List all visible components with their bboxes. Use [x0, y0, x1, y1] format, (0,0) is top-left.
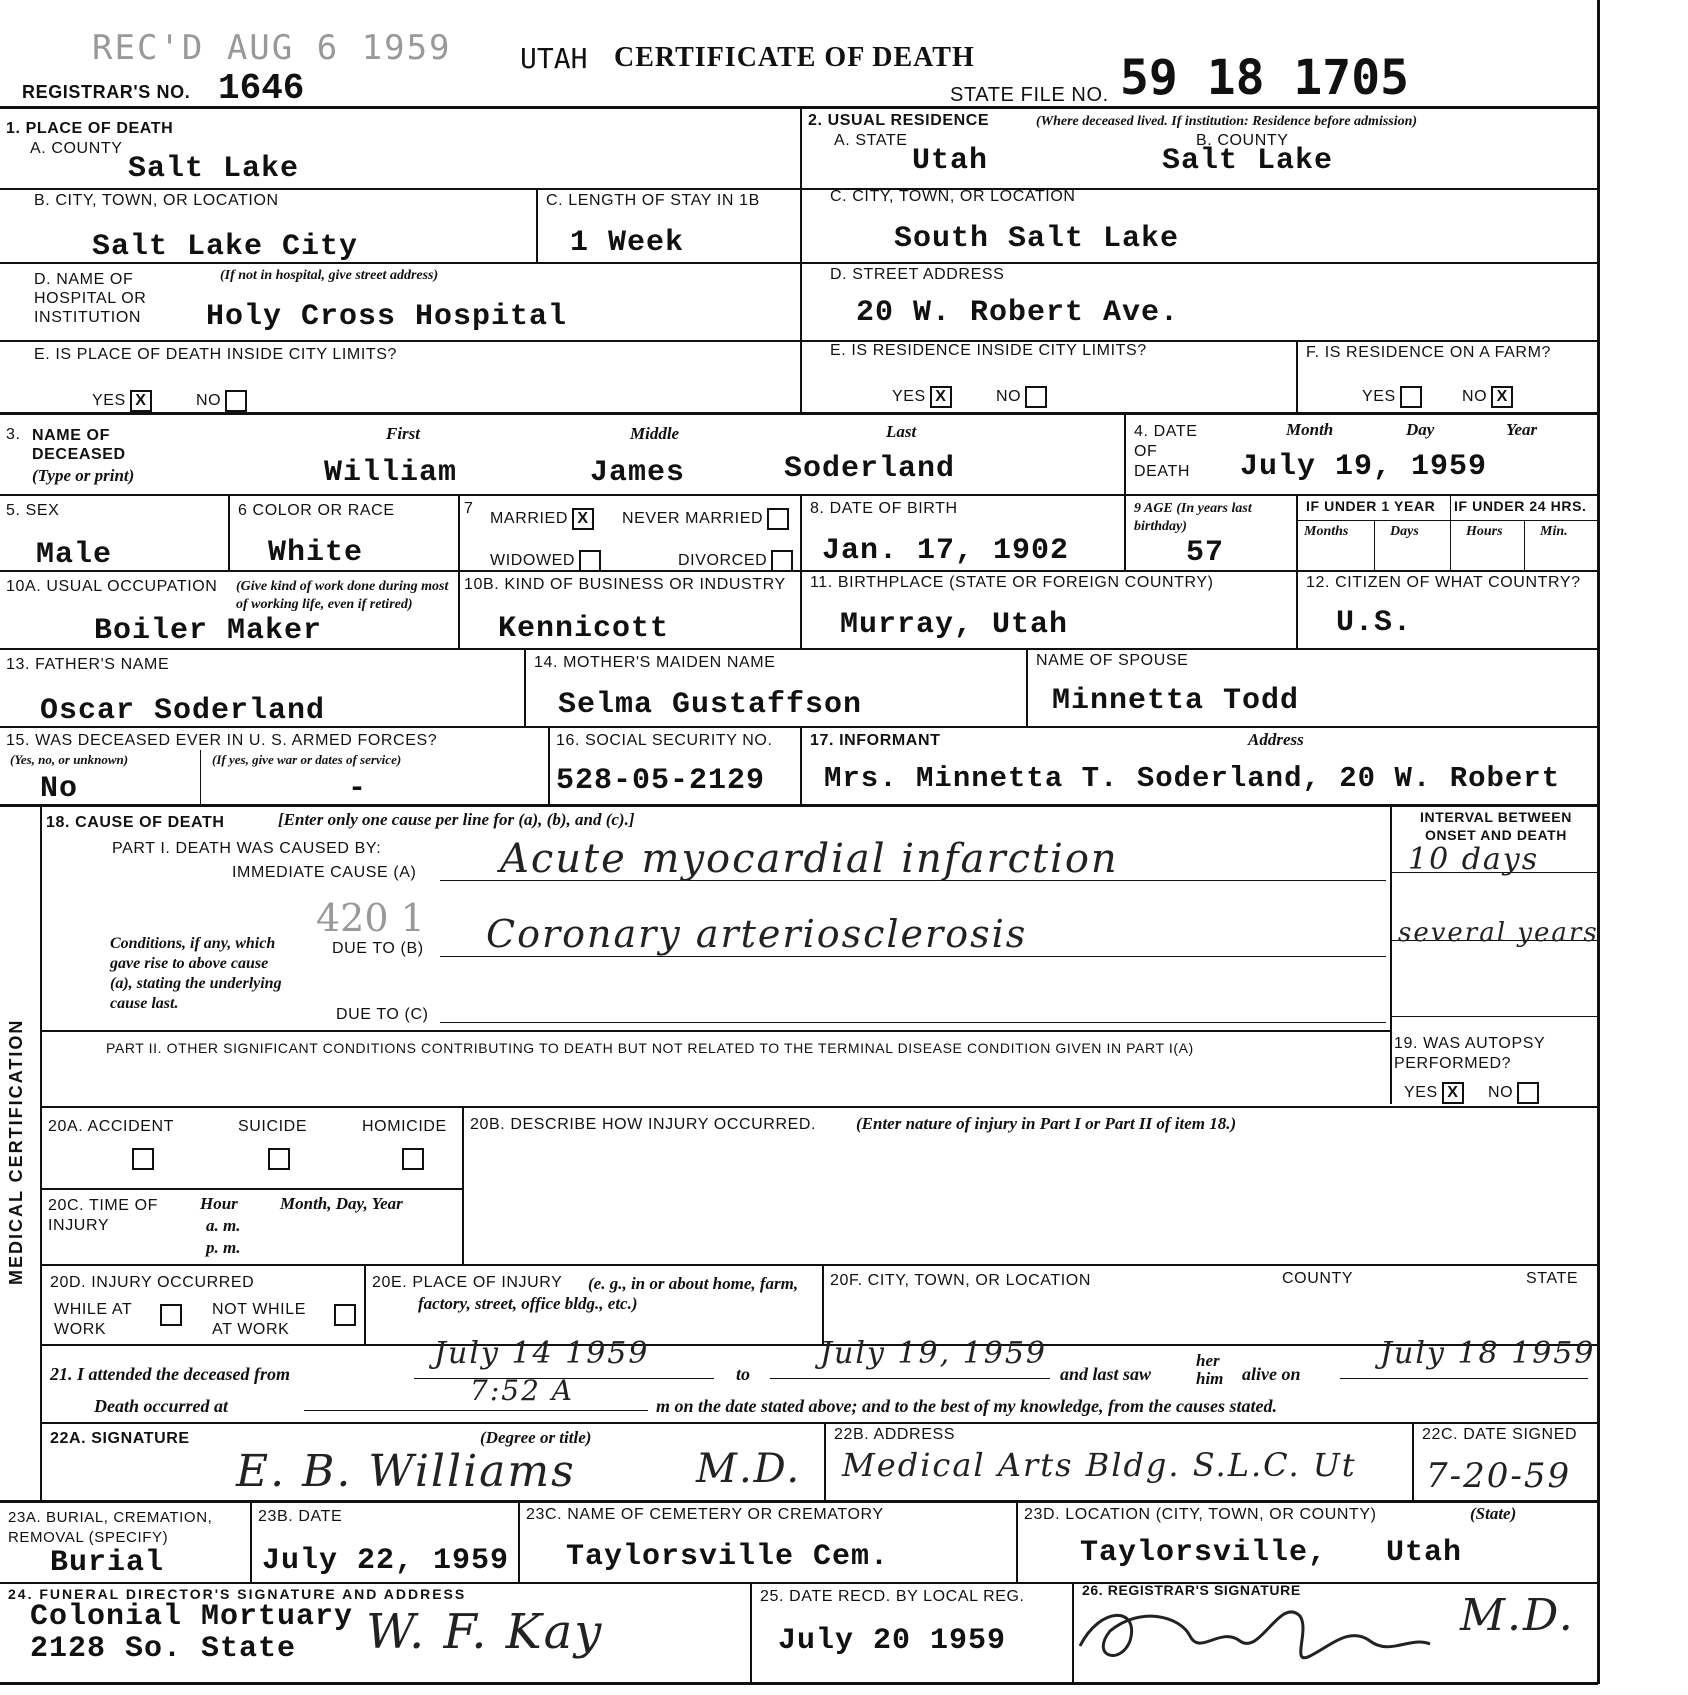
homicide-box-wrap [398, 1148, 424, 1170]
citizen-label: 12. CITIZEN OF WHAT COUNTRY? [1306, 574, 1581, 591]
due-to-b: Coronary arteriosclerosis [486, 912, 1028, 956]
county-label: A. COUNTY [30, 140, 123, 157]
autopsy-yes-checkbox[interactable]: X [1442, 1082, 1464, 1104]
conditions-note: Conditions, if any, which gave rise to above cause (a), stating the underlying cause last. [110, 935, 282, 1012]
while-work-label: WHILE AT WORK [54, 1301, 133, 1338]
month-label: Month [1286, 420, 1334, 439]
citizen: U.S. [1336, 606, 1413, 640]
registrar-sig-label: 26. REGISTRAR'S SIGNATURE [1082, 1582, 1301, 1598]
rule [518, 1500, 520, 1582]
immediate-label: IMMEDIATE CAUSE (A) [232, 864, 417, 881]
rule [0, 412, 1598, 415]
farm-no-checkbox[interactable]: X [1491, 386, 1513, 408]
registrar-signature-degree: M.D. [1460, 1590, 1575, 1641]
while-work-box-wrap [156, 1304, 182, 1326]
attended-label: 21. I attended the deceased from [50, 1364, 290, 1384]
street-label: D. STREET ADDRESS [830, 266, 1005, 283]
attended-to-line [770, 1378, 1050, 1379]
rule [1296, 494, 1298, 648]
injury-state-label: STATE [1526, 1270, 1579, 1287]
rule [1390, 1016, 1598, 1017]
mother-name: Selma Gustaffson [558, 688, 863, 722]
race: White [268, 536, 364, 570]
physician-degree: M.D. [696, 1446, 802, 1492]
marital-num: 7 [464, 500, 474, 517]
rule [1016, 1500, 1018, 1582]
married-label: MARRIED X [490, 508, 594, 530]
location-state-label: (State) [1470, 1504, 1517, 1523]
recd-date: July 20 1959 [778, 1624, 1007, 1658]
farm-yes-checkbox[interactable] [1400, 386, 1422, 408]
autopsy-no-label: NO [1488, 1082, 1539, 1104]
age-label: 9 AGE (In years last birthday) [1134, 501, 1252, 534]
medical-certification-label: MEDICAL CERTIFICATION [6, 1018, 26, 1285]
cemetery-label: 23C. NAME OF CEMETERY OR CREMATORY [526, 1506, 884, 1523]
rule [800, 494, 802, 648]
occupation-label: 10A. USUAL OCCUPATION [6, 578, 218, 595]
occupation-note: (Give kind of work done during most of working life, even if retired) [236, 579, 449, 612]
burial-date: July 22, 1959 [262, 1544, 510, 1578]
occurred-at-label: Death occurred at [94, 1396, 228, 1416]
place-of-death-label: 1. PLACE OF DEATH [6, 120, 174, 137]
cause-c-line [440, 1022, 1386, 1023]
stay-label: C. LENGTH OF STAY IN 1B [546, 192, 760, 209]
rule [228, 494, 230, 570]
cause-label: 18. CAUSE OF DEATH [46, 814, 225, 831]
occupation: Boiler Maker [94, 614, 323, 648]
last-saw-label: and last saw [1060, 1364, 1152, 1384]
armed-note-2: (If yes, give war or dates of service) [212, 752, 402, 767]
res-limits-no-label: NO [996, 386, 1047, 408]
spouse-label: NAME OF SPOUSE [1036, 652, 1189, 669]
pm-label: p. m. [206, 1238, 241, 1257]
while-work-checkbox[interactable] [160, 1304, 182, 1326]
am-label: a. m. [206, 1216, 241, 1235]
spouse-name: Minnetta Todd [1052, 684, 1300, 718]
rule [1296, 340, 1298, 412]
physician-address: Medical Arts Bldg. S.L.C. Ut [842, 1446, 1357, 1484]
suicide-box-wrap [264, 1148, 290, 1170]
rule [1597, 0, 1600, 1684]
farm-label: F. IS RESIDENCE ON A FARM? [1306, 344, 1551, 361]
occurred-at: 7:52 A [470, 1374, 574, 1407]
not-while-work-box-wrap [330, 1304, 356, 1326]
dob-label: 8. DATE OF BIRTH [810, 500, 958, 517]
received-stamp: REC'D AUG 6 1959 [92, 28, 452, 68]
father-name: Oscar Soderland [40, 694, 326, 728]
funeral-address: 2128 So. State [30, 1632, 297, 1666]
autopsy-label: 19. WAS AUTOPSY PERFORMED? [1394, 1035, 1545, 1072]
divorced-label: DIVORCED [678, 550, 793, 572]
name-num: 3. [6, 426, 21, 443]
cemetery: Taylorsville Cem. [566, 1540, 890, 1574]
physician-signature: E. B. Williams [236, 1446, 576, 1497]
rule [462, 1106, 464, 1264]
farm-yes-label: YES [1362, 386, 1422, 408]
rule [0, 648, 1598, 650]
rule [40, 1422, 1598, 1424]
first-name: William [324, 456, 458, 490]
year-label: Year [1506, 420, 1538, 439]
rule [824, 1422, 826, 1500]
hospital-note: (If not in hospital, give street address) [220, 268, 439, 283]
street-address: 20 W. Robert Ave. [856, 296, 1180, 330]
rule [40, 1188, 462, 1190]
rule [200, 750, 201, 804]
suicide-label: SUICIDE [238, 1118, 308, 1135]
armed-dates: - [348, 772, 368, 806]
funeral-name: Colonial Mortuary [30, 1600, 354, 1634]
mdy-label: Month, Day, Year [280, 1194, 403, 1213]
interval-b: several years [1398, 918, 1599, 948]
attended-from: July 14 1959 [434, 1336, 650, 1371]
injury-city-label: 20F. CITY, TOWN, OR LOCATION [830, 1272, 1091, 1289]
rule [822, 1264, 824, 1344]
not-while-work-label: NOT WHILE AT WORK [212, 1301, 307, 1338]
state-file-label: STATE FILE NO. [950, 84, 1109, 106]
recd-label: 25. DATE RECD. BY LOCAL REG. [760, 1588, 1025, 1605]
rule [750, 1582, 752, 1682]
disease-code: 420 1 [316, 896, 425, 940]
hours-label: Hours [1466, 524, 1503, 539]
business-label: 10B. KIND OF BUSINESS OR INDUSTRY [464, 576, 786, 593]
res-limits-no-checkbox[interactable] [1025, 386, 1047, 408]
res-city: South Salt Lake [894, 222, 1180, 256]
date-signed: 7-20-59 [1426, 1456, 1572, 1496]
res-county: Salt Lake [1162, 144, 1334, 178]
rule [1390, 804, 1392, 1104]
date-signed-label: 22C. DATE SIGNED [1422, 1426, 1578, 1443]
page-title: CERTIFICATE OF DEATH [614, 42, 975, 73]
rule [40, 1344, 1598, 1346]
armed-note-1: (Yes, no, or unknown) [10, 752, 129, 767]
accident-checkbox[interactable] [132, 1148, 154, 1170]
rule [1374, 520, 1375, 570]
informant-address-label: Address [1248, 730, 1304, 749]
res-city-label: C. CITY, TOWN, OR LOCATION [830, 188, 1076, 205]
widowed-checkbox[interactable] [579, 550, 601, 572]
rule [1450, 494, 1451, 570]
rule [1296, 520, 1598, 521]
burial-type: Burial [50, 1546, 165, 1580]
under-1-label: IF UNDER 1 YEAR [1306, 498, 1436, 514]
rule [1026, 648, 1028, 726]
rule [536, 188, 538, 262]
middle-label: Middle [630, 424, 680, 443]
rule [0, 570, 1598, 572]
death-county: Salt Lake [128, 152, 300, 186]
first-label: First [386, 424, 421, 443]
rule [0, 1682, 1598, 1685]
location: Taylorsville, [1080, 1536, 1328, 1570]
injury-desc-label: 20B. DESCRIBE HOW INJURY OCCURRED. [470, 1116, 817, 1133]
hospital-name: Holy Cross Hospital [206, 300, 568, 334]
middle-name: James [590, 456, 686, 490]
usual-residence-label: 2. USUAL RESIDENCE [808, 112, 990, 129]
birthplace: Murray, Utah [840, 608, 1069, 642]
injury-occurred-label: 20D. INJURY OCCURRED [50, 1274, 255, 1291]
res-limits-label: E. IS RESIDENCE INSIDE CITY LIMITS? [830, 342, 1147, 359]
rule [458, 494, 460, 648]
rule [0, 804, 1598, 807]
never-married-label: NEVER MARRIED [622, 508, 789, 530]
res-state: Utah [912, 144, 989, 178]
name-label: NAME OF DECEASED [32, 427, 126, 463]
rule [0, 340, 1598, 342]
rule [250, 1500, 252, 1582]
location-state: Utah [1386, 1536, 1463, 1570]
res-county-label: B. COUNTY [1196, 132, 1289, 149]
farm-no-label: NO X [1462, 386, 1513, 408]
title-state: UTAH [520, 42, 588, 75]
location-label: 23D. LOCATION (CITY, TOWN, OR COUNTY) [1024, 1506, 1377, 1523]
last-label: Last [886, 422, 917, 441]
suicide-checkbox[interactable] [268, 1148, 290, 1170]
place-injury-note: (e. g., in or about home, farm, factory, street, office bldg., etc.) [418, 1274, 799, 1313]
birthplace-label: 11. BIRTHPLACE (STATE OR FOREIGN COUNTRY) [810, 574, 1214, 591]
day-label: Day [1406, 420, 1435, 439]
city-label: B. CITY, TOWN, OR LOCATION [34, 192, 279, 209]
attended-to: July 19, 1959 [820, 1336, 1048, 1371]
rule [0, 106, 1598, 109]
sex: Male [36, 538, 113, 572]
under-24-label: IF UNDER 24 HRS. [1454, 498, 1587, 514]
dod-label: 4. DATE OF DEATH [1134, 423, 1198, 480]
divorced-checkbox[interactable] [771, 550, 793, 572]
registrar-no-label: REGISTRAR'S NO. [22, 82, 191, 102]
res-limits-yes-label: YES X [892, 386, 952, 408]
rule [1124, 412, 1126, 570]
rule [0, 1500, 1598, 1503]
alive-on: July 18 1959 [1380, 1336, 1596, 1371]
rule [40, 1264, 1598, 1266]
signature-label: 22A. SIGNATURE [50, 1430, 190, 1447]
due-to-b-label: DUE TO (B) [332, 940, 424, 957]
registrar-no: 1646 [218, 68, 305, 109]
funeral-label: 24. FUNERAL DIRECTOR'S SIGNATURE AND ADDRESS [8, 1586, 467, 1602]
occurred-tail: m on the date stated above; and to the best of my knowledge, from the causes stated. [656, 1396, 1277, 1416]
limits-yes-checkbox[interactable]: X [130, 390, 152, 412]
never-married-checkbox[interactable] [767, 508, 789, 530]
rule [524, 648, 526, 726]
part-2-label: PART II. OTHER SIGNIFICANT CONDITIONS CONTRIBUTING TO DEATH BUT NOT RELATED TO THE TERMINAL DISEASE CONDITION GIVEN IN PART I(A) [106, 1040, 1194, 1056]
occurred-at-line [304, 1410, 648, 1411]
length-of-stay: 1 Week [570, 226, 685, 260]
rule [0, 1582, 1598, 1584]
rule [40, 1106, 1598, 1108]
injury-county-label: COUNTY [1282, 1270, 1354, 1287]
not-while-work-checkbox[interactable] [334, 1304, 356, 1326]
mother-label: 14. MOTHER'S MAIDEN NAME [534, 654, 776, 671]
due-to-c-label: DUE TO (C) [336, 1006, 429, 1023]
rule [40, 1030, 1390, 1032]
married-checkbox[interactable]: X [572, 508, 594, 530]
burial-date-label: 23B. DATE [258, 1508, 343, 1525]
burial-type-label: 23A. BURIAL, CREMATION, REMOVAL (SPECIFY) [8, 1509, 213, 1546]
limits-no-label: NO [196, 390, 247, 412]
rule [800, 726, 802, 804]
autopsy-yes-label: YES X [1404, 1082, 1464, 1104]
rule [1412, 1422, 1414, 1500]
race-label: 6 COLOR OR RACE [238, 502, 395, 519]
hospital-label: D. NAME OF HOSPITAL OR INSTITUTION [34, 271, 147, 326]
accident-box-wrap [128, 1148, 154, 1170]
interval-a: 10 days [1408, 842, 1540, 877]
cause-b-line [440, 956, 1386, 957]
place-injury-label: 20E. PLACE OF INJURY [372, 1274, 563, 1291]
cause-note: [Enter only one cause per line for (a), (b), and (c).] [278, 810, 635, 829]
ssn-label: 16. SOCIAL SECURITY NO. [556, 732, 773, 749]
res-state-label: A. STATE [834, 132, 908, 149]
rule [0, 494, 1598, 496]
usual-residence-note: (Where deceased lived. If institution: Residence before admission) [1036, 114, 1418, 129]
part-1-label: PART I. DEATH WAS CAUSED BY: [112, 840, 382, 857]
homicide-checkbox[interactable] [402, 1148, 424, 1170]
degree-label: (Degree or title) [480, 1428, 592, 1447]
name-note: (Type or print) [32, 466, 135, 485]
age: 57 [1186, 536, 1225, 570]
hour-label: Hour [200, 1194, 238, 1213]
city-limits-label: E. IS PLACE OF DEATH INSIDE CITY LIMITS? [34, 346, 398, 363]
widowed-label: WIDOWED [490, 550, 601, 572]
limits-yes-label: YES X [92, 390, 152, 412]
rule [800, 106, 802, 412]
homicide-label: HOMICIDE [362, 1118, 447, 1135]
informant-label: 17. INFORMANT [810, 732, 941, 749]
rule [548, 726, 550, 804]
alive-on-label: alive on [1242, 1364, 1301, 1384]
to-label: to [736, 1364, 751, 1384]
rule [1524, 520, 1525, 570]
days-label: Days [1390, 524, 1419, 539]
armed-forces: No [40, 772, 79, 806]
limits-no-checkbox[interactable] [225, 390, 247, 412]
sex-label: 5. SEX [6, 502, 60, 519]
informant: Mrs. Minnetta T. Soderland, 20 W. Robert [824, 762, 1561, 795]
immediate-cause: Acute myocardial infarction [500, 836, 1119, 882]
time-injury-label: 20C. TIME OF INJURY [48, 1197, 159, 1234]
last-name: Soderland [784, 452, 956, 486]
state-file-no: 59 18 1705 [1120, 50, 1409, 106]
funeral-signature: W. F. Kay [366, 1604, 604, 1660]
res-limits-yes-checkbox[interactable]: X [930, 386, 952, 408]
address-22b-label: 22B. ADDRESS [834, 1426, 956, 1443]
alive-on-line [1340, 1378, 1588, 1379]
min-label: Min. [1540, 524, 1568, 539]
autopsy-no-checkbox[interactable] [1517, 1082, 1539, 1104]
injury-desc-note: (Enter nature of injury in Part I or Part II of item 18.) [856, 1114, 1237, 1133]
death-city: Salt Lake City [92, 230, 359, 264]
father-label: 13. FATHER'S NAME [6, 656, 170, 673]
armed-label: 15. WAS DECEASED EVER IN U. S. ARMED FORCES? [6, 732, 438, 749]
rule [0, 188, 1598, 190]
accident-label: 20A. ACCIDENT [48, 1118, 175, 1135]
ssn: 528-05-2129 [556, 764, 766, 798]
date-of-birth: Jan. 17, 1902 [822, 534, 1070, 568]
months-label: Months [1304, 524, 1349, 539]
rule [40, 804, 42, 1500]
interval-label: INTERVAL BETWEEN ONSET AND DEATH [1420, 809, 1572, 843]
rule [364, 1264, 366, 1344]
date-of-death: July 19, 1959 [1240, 450, 1488, 484]
her-him-label: her him [1196, 1351, 1224, 1388]
business: Kennicott [498, 612, 670, 646]
